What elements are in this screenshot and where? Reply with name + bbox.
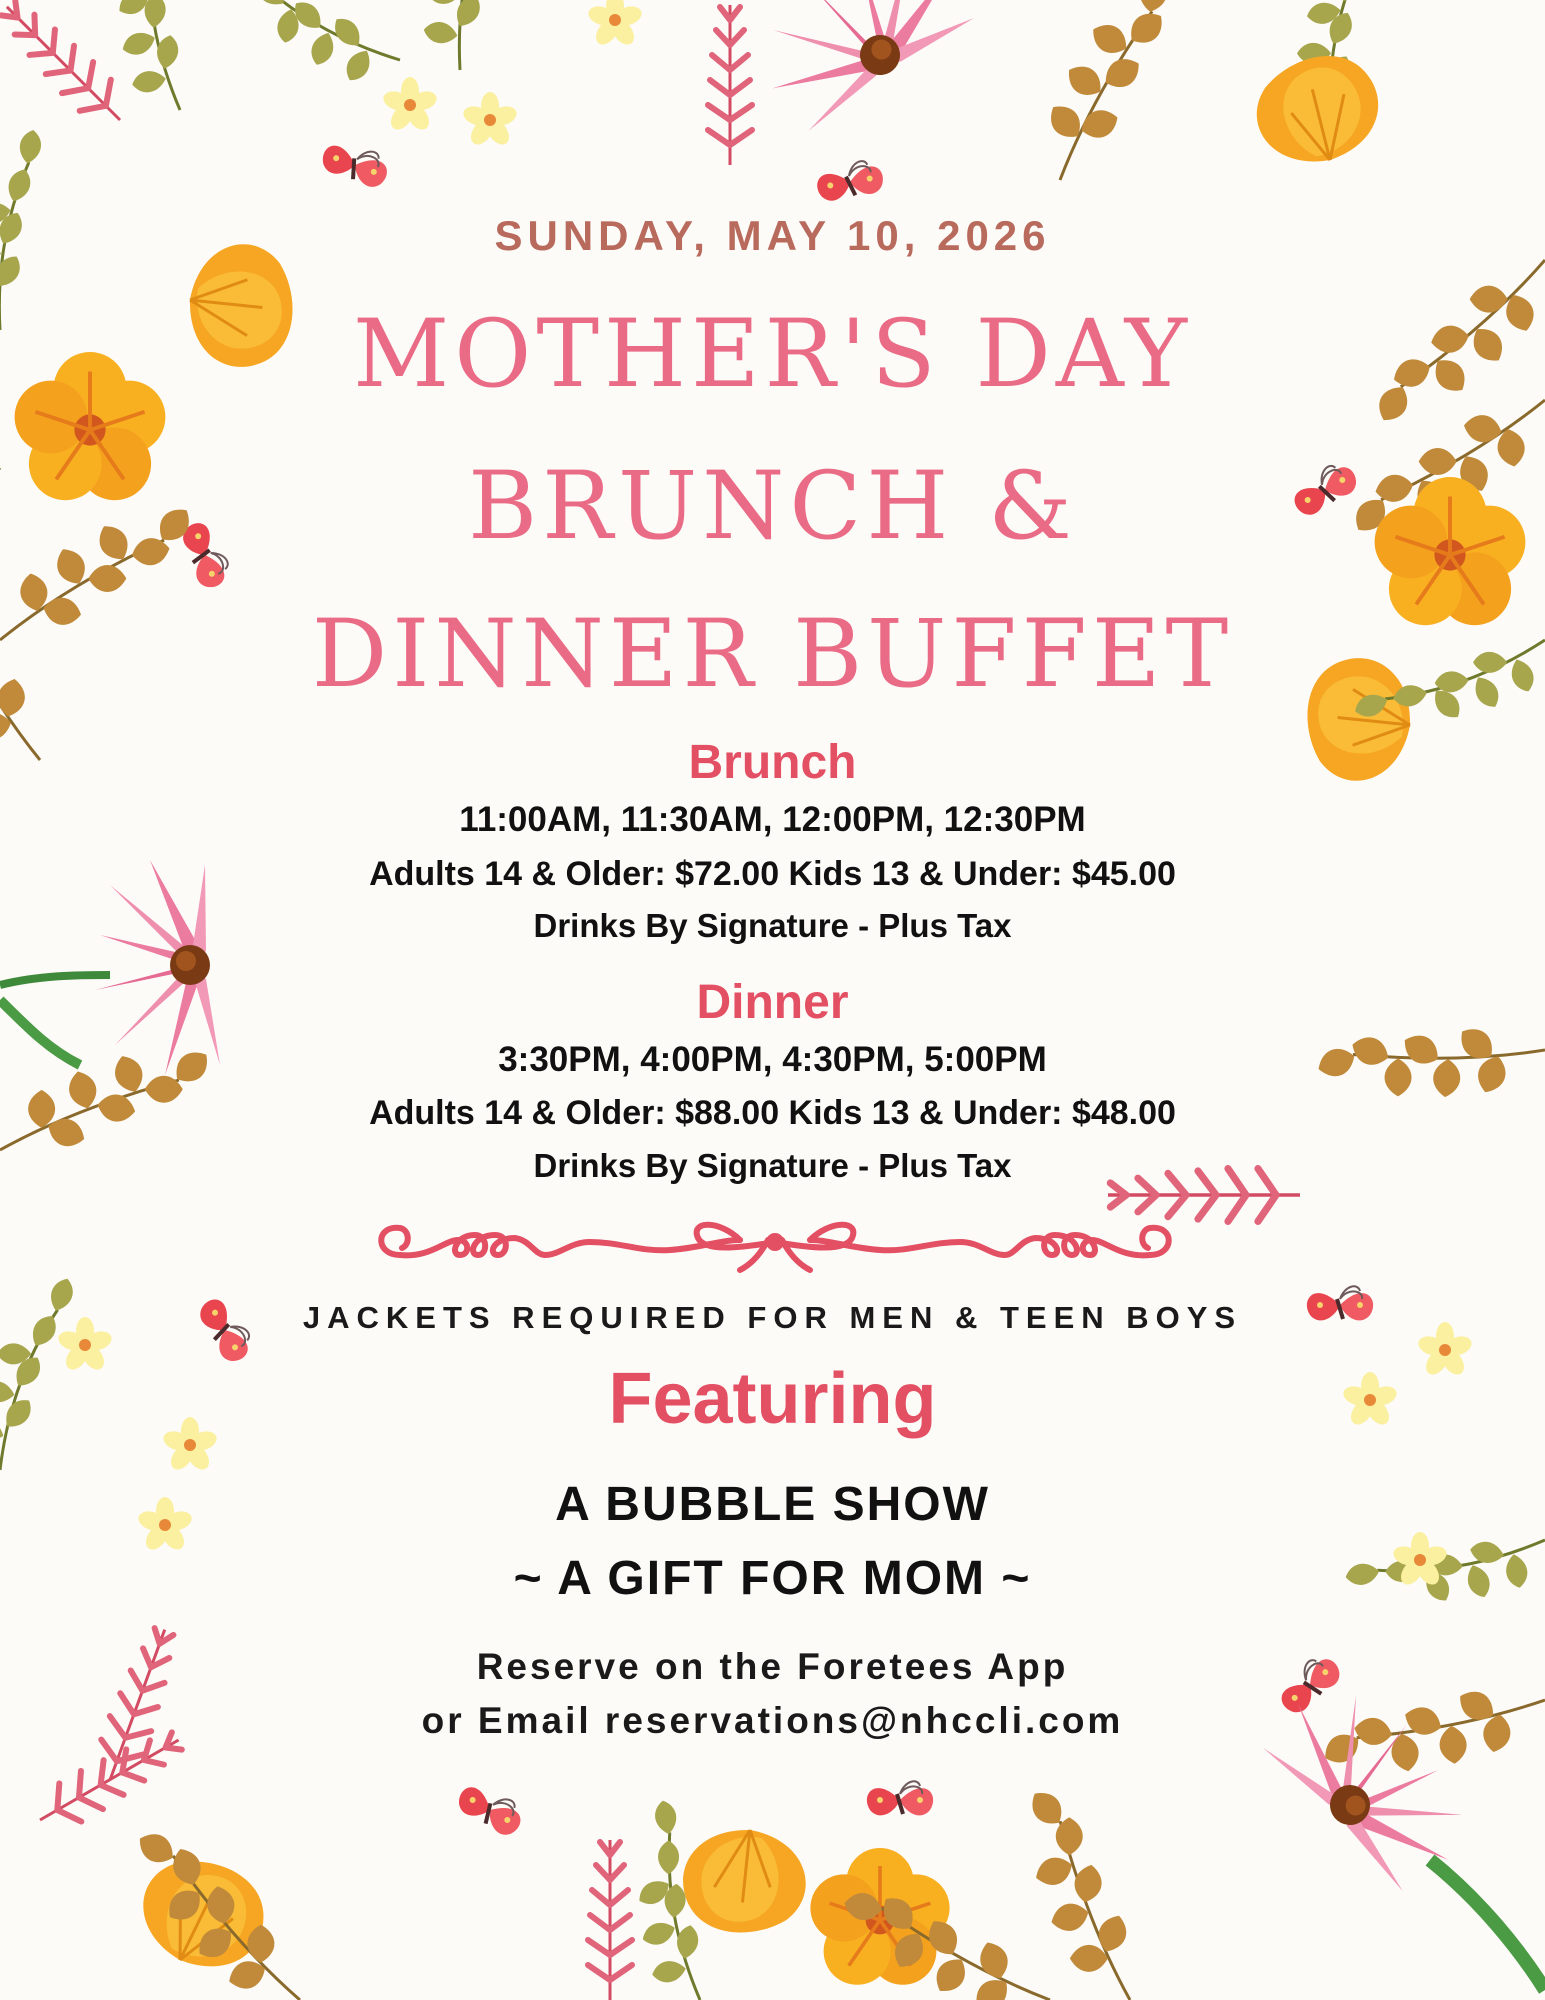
title-line-2: BRUNCH & — [468, 452, 1077, 561]
brunch-note: Drinks By Signature - Plus Tax — [533, 907, 1012, 944]
dress-code: JACKETS REQUIRED FOR MEN & TEEN BOYS — [302, 1300, 1243, 1335]
dinner-pricing: Adults 14 & Older: $88.00 Kids 13 & Under: $48.00 — [369, 1094, 1176, 1132]
dinner-heading: Dinner — [696, 976, 849, 1029]
feature-item-bubble-show: A BUBBLE SHOW — [555, 1478, 990, 1531]
brunch-heading: Brunch — [688, 736, 857, 789]
reserve-app-line: Reserve on the Foretees App — [476, 1646, 1069, 1687]
title-line-1: MOTHER'S DAY — [353, 300, 1192, 409]
feature-item-gift: ~ A GIFT FOR MOM ~ — [513, 1552, 1032, 1605]
brunch-pricing: Adults 14 & Older: $72.00 Kids 13 & Under: $45.00 — [369, 855, 1176, 893]
reserve-email-line[interactable]: or Email reservations@nhccli.com — [421, 1700, 1124, 1741]
event-date: SUNDAY, MAY 10, 2026 — [494, 212, 1051, 259]
title-line-3: DINNER BUFFET — [311, 600, 1234, 709]
dinner-note: Drinks By Signature - Plus Tax — [533, 1147, 1012, 1184]
featuring-heading: Featuring — [608, 1359, 937, 1439]
dinner-times: 3:30PM, 4:00PM, 4:30PM, 5:00PM — [498, 1040, 1047, 1079]
brunch-times: 11:00AM, 11:30AM, 12:00PM, 12:30PM — [459, 800, 1086, 839]
